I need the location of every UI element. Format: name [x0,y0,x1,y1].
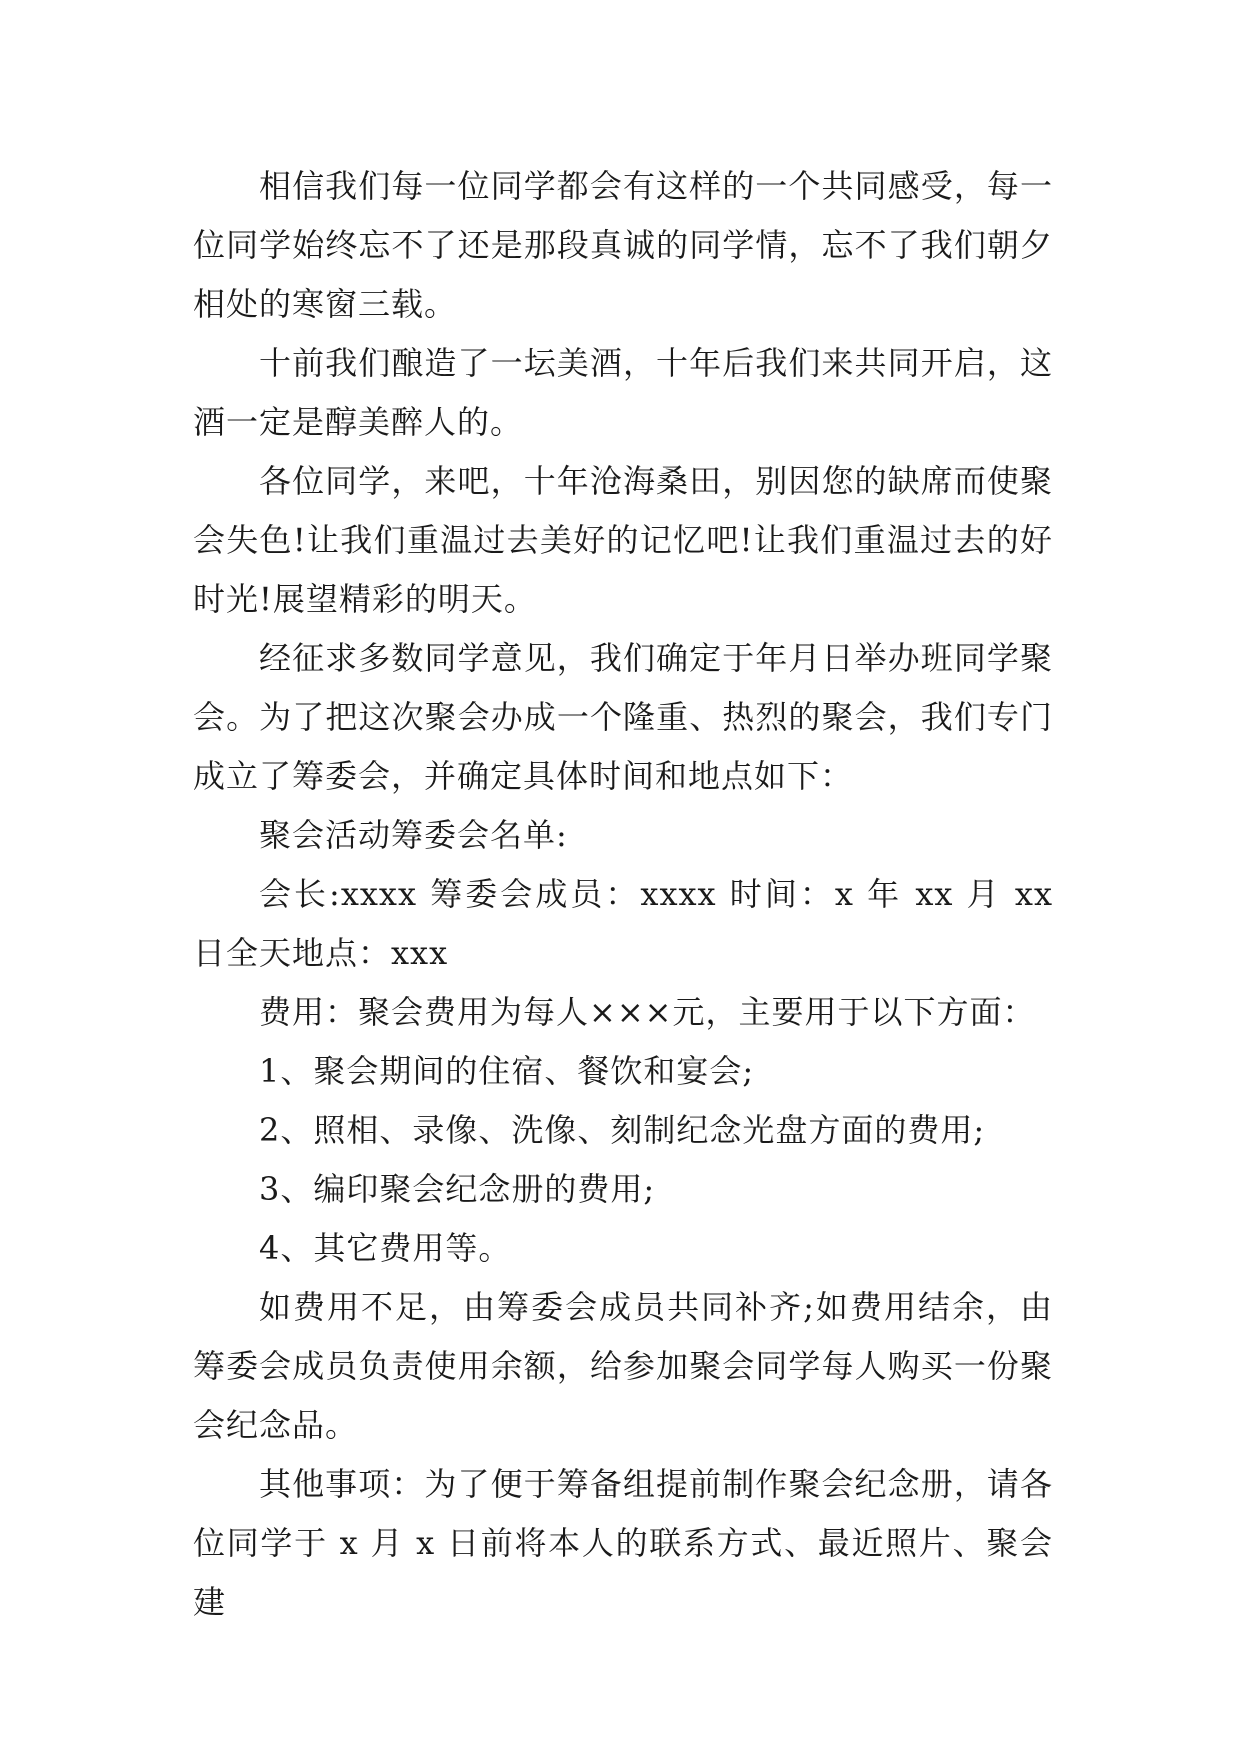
list-item: 4、其它费用等。 [259,1229,512,1267]
list-item: 2、照相、录像、洗像、刻制纪念光盘方面的费用; [259,1111,986,1149]
paragraph: 会长:xxxx 筹委会成员：xxxx 时间：x 年 xx 月 xx 日全天地点：xxx [193,875,1053,972]
list-item: 3、编印聚会纪念册的费用; [259,1170,656,1208]
paragraph: 各位同学，来吧，十年沧海桑田，别因您的缺席而使聚会失色!让我们重温过去美好的记忆吧!让我们重温过去的好时光!展望精彩的明天。 [193,462,1053,618]
paragraph: 相信我们每一位同学都会有这样的一个共同感受，每一位同学始终忘不了还是那段真诚的同学情，忘不了我们朝夕相处的寒窗三载。 [193,167,1053,323]
paragraph: 其他事项：为了便于筹备组提前制作聚会纪念册，请各位同学于 x 月 x 日前将本人的联系方式、最近照片、聚会建 [193,1465,1053,1621]
list-item: 1、聚会期间的住宿、餐饮和宴会; [259,1052,755,1090]
paragraph: 聚会活动筹委会名单: [259,816,568,854]
paragraph: 经征求多数同学意见，我们确定于年月日举办班同学聚会。为了把这次聚会办成一个隆重、热烈的聚会，我们专门成立了筹委会，并确定具体时间和地点如下： [193,639,1053,795]
paragraph: 费用：聚会费用为每人×××元，主要用于以下方面： [259,993,1036,1031]
document-body [193,157,1053,1632]
paragraph: 十前我们酿造了一坛美酒，十年后我们来共同开启，这酒一定是醇美醉人的。 [193,344,1053,441]
paragraph: 如费用不足，由筹委会成员共同补齐;如费用结余，由筹委会成员负责使用余额，给参加聚会同学每人购买一份聚会纪念品。 [193,1288,1053,1444]
